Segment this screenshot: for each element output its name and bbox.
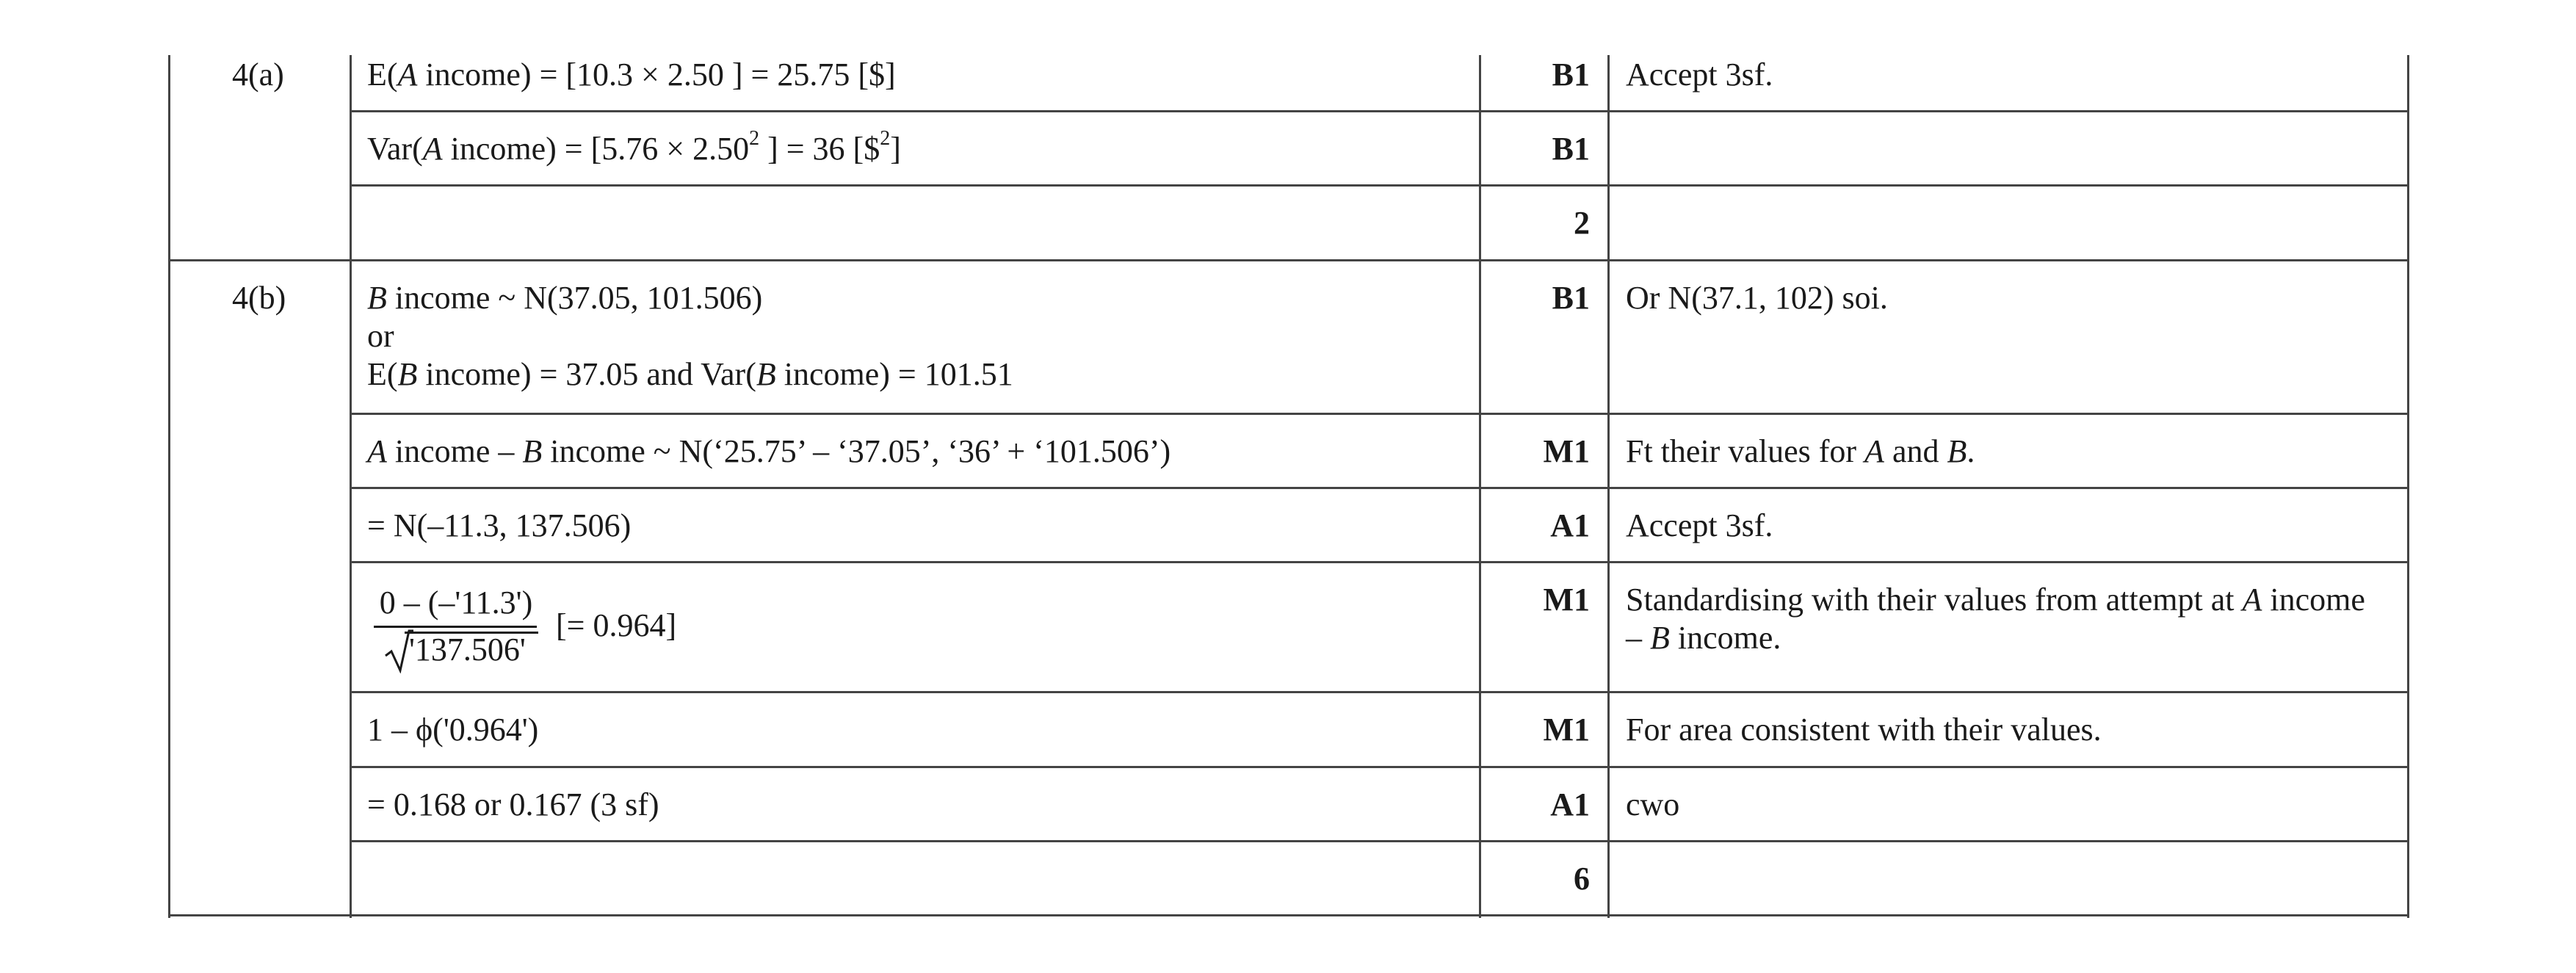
question-part-label: 4(a) — [232, 57, 284, 93]
mark-code: A1 — [1550, 786, 1590, 822]
row-divider — [350, 561, 2409, 563]
row-divider — [350, 691, 2409, 693]
guidance-text: For area consistent with their values. — [1626, 712, 2102, 748]
answer-line: E(B income) = 37.05 and Var(B income) = 101.51 — [367, 356, 1013, 392]
mark-code: B1 — [1552, 131, 1590, 167]
guidance-text: Accept 3sf. — [1626, 57, 1773, 93]
row-divider — [350, 110, 2409, 112]
row-divider — [350, 184, 2409, 187]
guidance-text: Accept 3sf. — [1626, 507, 1773, 543]
answer-text: = 0.168 or 0.167 (3 sf) — [367, 786, 659, 822]
answer-text: = N(–11.3, 137.506) — [367, 507, 632, 543]
fraction-numerator: 0 – (–'11.3') — [379, 585, 533, 621]
mark-total: 2 — [1574, 205, 1590, 241]
answer-text: Var(A income) = [$5.76 \times 2.50^2$ ] = 36 [\$$^2$] — [367, 127, 901, 167]
row-divider — [350, 487, 2409, 489]
mark-code: B1 — [1552, 57, 1590, 93]
part-divider — [168, 259, 2409, 261]
answer-text: A income – B income ~ N(‘25.75’ – ‘37.05’, ‘36’ + ‘101.506’) — [367, 433, 1171, 469]
mark-code: M1 — [1543, 433, 1590, 469]
mark-total: 6 — [1574, 861, 1590, 897]
answer-line: or — [367, 318, 394, 354]
guidance-text: Standardising with their values from attempt at A income – B income. — [1626, 582, 2365, 656]
standardisation-fraction — [371, 584, 541, 676]
answer-text: 1 – ϕ('0.964') — [367, 712, 539, 748]
guidance-text: Ft their values for A and B. — [1626, 433, 1975, 469]
row-divider — [350, 766, 2409, 768]
standardised-value: [= 0.964] — [556, 607, 677, 643]
guidance-text: Or N(37.1, 102) soi. — [1626, 280, 1888, 316]
mark-code: A1 — [1550, 507, 1590, 543]
question-part-label: 4(b) — [232, 280, 286, 316]
row-divider — [350, 840, 2409, 842]
mark-code: M1 — [1543, 582, 1590, 618]
fraction-denominator: '137.506' — [409, 632, 526, 668]
guidance-text: cwo — [1626, 786, 1680, 822]
answer-line: B income ~ N(37.05, 101.506) — [367, 280, 763, 316]
row-divider — [350, 413, 2409, 415]
mark-code: M1 — [1543, 712, 1590, 748]
table-border-bottom — [168, 914, 2409, 916]
table-border-left — [168, 55, 170, 918]
mark-code: B1 — [1552, 280, 1590, 316]
answer-text: E(A income) = [10.3 × 2.50 ] = 25.75 [$] — [367, 57, 896, 93]
